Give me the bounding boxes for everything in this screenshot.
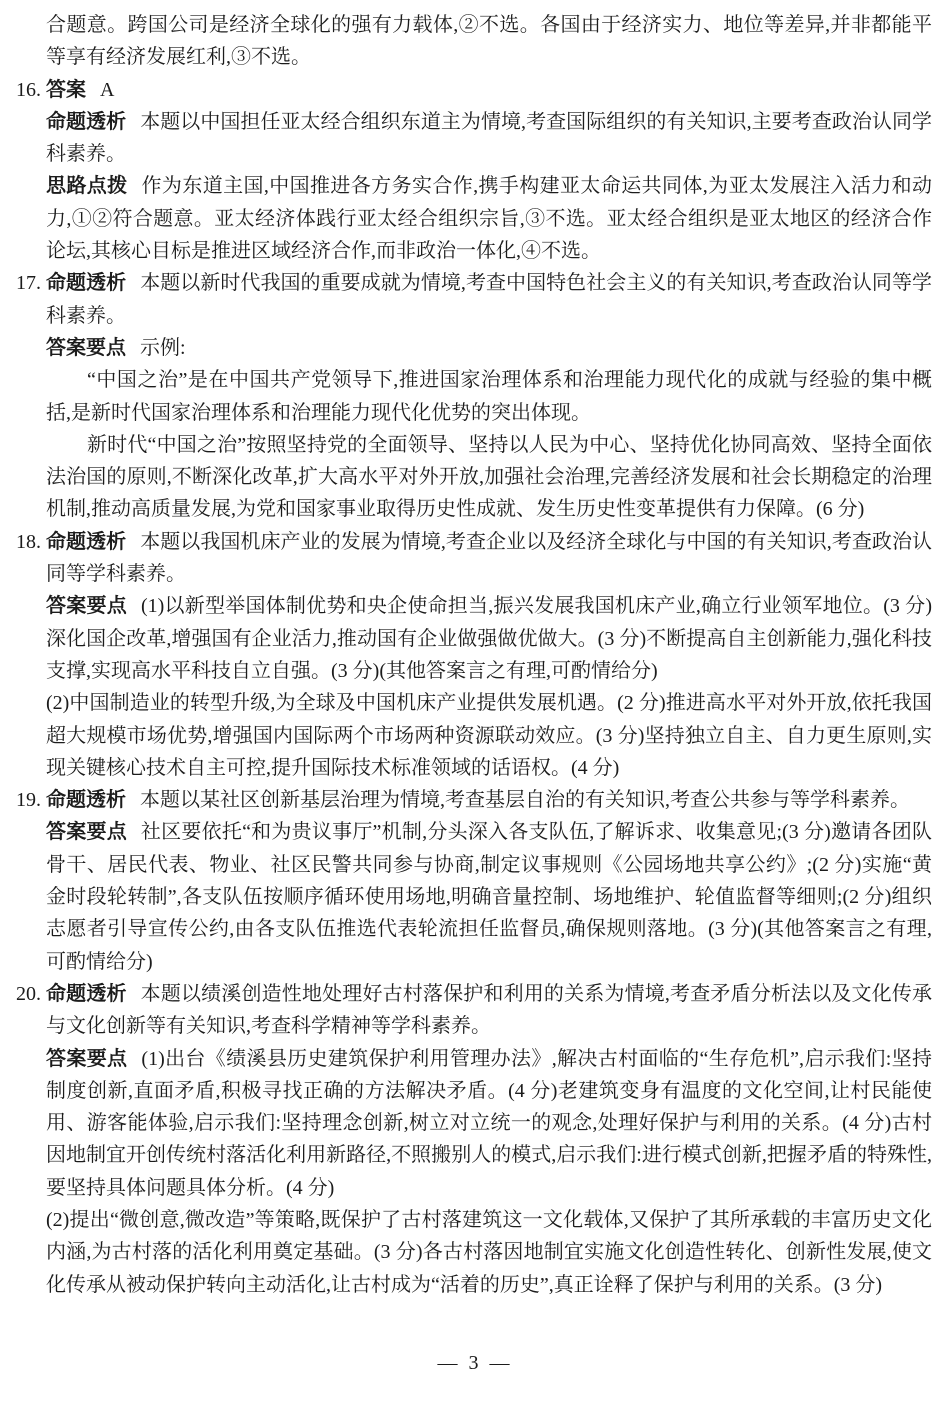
analysis-label: 命题透析 <box>46 982 127 1005</box>
item-number: 20. <box>16 982 41 1005</box>
item17-answer-points-heading <box>46 332 932 364</box>
item18-analysis <box>16 526 933 591</box>
item19-analysis <box>16 784 932 816</box>
paragraph-text: 本题以新时代我国的重要成就为情境,考查中国特色社会主义的有关知识,考查政治认同等学科素养。 <box>46 272 933 327</box>
paragraph-text: 新时代“中国之治”按照坚持党的全面领导、坚持以人民为中心、坚持优化协同高效、坚持全面依法治国的原则,不断深化改革,扩大高水平对外开放,加强社会治理,完善经济发展和社会长期稳定的治理机制,推动高质量发展,为党和国家事业取得历史性成就、发生历史性变革提供有力保障。(6 分) <box>46 433 932 521</box>
page-number: — 3 — <box>437 1352 513 1374</box>
paragraph-text: (1)以新型举国体制优势和央企使命担当,振兴发展我国机床产业,确立行业领军地位。(3 分)深化国企改革,增强国有企业活力,推动国有企业做强做优做大。(3 分)不断提高自主创新能力,强化科技支撑,实现高水平科技自立自强。(3 分)(其他答案言之有理,可酌情给分) <box>46 595 933 682</box>
paragraph-text: 本题以某社区创新基层治理为情境,考查基层自治的有关知识,考查公共参与等学科素养。 <box>140 789 910 812</box>
item17-answer-paragraph-1 <box>46 364 932 429</box>
item-number: 19. <box>16 789 41 812</box>
paragraph-text: 本题以中国担任亚太经合组织东道主为情境,考查国际组织的有关知识,主要考查政治认同学科素养。 <box>46 110 933 166</box>
paragraph-text: 社区要依托“和为贵议事厅”机制,分头深入各支队伍,了解诉求、收集意见;(3 分)邀请各团队骨干、居民代表、物业、社区民警共同参与协商,制定议事规则《公园场地共享公约》;(2 分)实施“黄金时段轮转制”,各支队伍按顺序循环使用场地,明确音量控制、场地维护、轮值监督等细则;(2 分)组织志愿者引导宣传公约,由各支队伍推选代表轮流担任监督员,确保规则落地。(3 分)(其他答案言之有理,可酌情给分) <box>46 821 932 973</box>
analysis-label: 命题透析 <box>46 110 127 133</box>
paragraph-text: 合题意。跨国公司是经济全球化的强有力载体,②不选。各国由于经济实力、地位等差异,并非都能平等享有经济发展红利,③不选。 <box>46 14 932 69</box>
item-number: 18. <box>16 530 41 553</box>
paragraph-text: (2)提出“微创意,微改造”等策略,既保护了古村落建筑这一文化载体,又保护了其所承载的丰富历史文化内涵,为古村落的活化利用奠定基础。(3 分)各古村落因地制宜实施文化创造性转化、创新性发展,使文化传承从被动保护转向主动活化,让古村成为“活着的历史”,真正诠释了保护与利用的关系。(3 分) <box>46 1208 932 1296</box>
answer-label: 答案 <box>46 78 86 101</box>
paragraph-text: 作为东道主国,中国推进各方务实合作,携手构建亚太命运共同体,为亚太发展注入活力和动力,①②符合题意。亚太经济体践行亚太经合组织宗旨,③不选。亚太经合组织是亚太地区的经济合作论坛,其核心目标是推进区域经济合作,而非政治一体化,④不选。 <box>46 175 933 263</box>
item18-answer-points-part2 <box>46 687 932 784</box>
answer-points-label: 答案要点 <box>46 1047 128 1070</box>
item19-answer-points <box>46 816 932 977</box>
item17-answer-paragraph-2 <box>46 429 932 526</box>
answer-points-label: 答案要点 <box>46 336 126 359</box>
paragraph-text: 本题以绩溪创造性地处理好古村落保护和利用的关系为情境,考查矛盾分析法以及文化传承与文化创新等有关知识,考查科学精神等学科素养。 <box>46 982 933 1038</box>
item-number: 17. <box>16 272 41 295</box>
answer-choice: A <box>100 78 115 101</box>
item16-answer <box>16 74 932 106</box>
paragraph-text: (2)中国制造业的转型升级,为全球及中国机床产业提供发展机遇。(2 分)推进高水平对外开放,依托我国超大规模市场优势,增强国内国际两个市场两种资源联动效应。(3 分)坚持独立自主、自力更生原则,实现关键核心技术自主可控,提升国际技术标准领域的话语权。(4 分) <box>46 692 932 779</box>
analysis-label: 命题透析 <box>46 530 127 553</box>
hints-label: 思路点拨 <box>46 175 128 198</box>
item20-answer-points-part2 <box>46 1204 932 1301</box>
paragraph-text: (1)出台《绩溪县历史建筑保护利用管理办法》,解决古村面临的“生存危机”,启示我们:坚持制度创新,直面矛盾,积极寻找正确的方法解决矛盾。(4 分)老建筑变身有温度的文化空间,让村民能使用、游客能体验,启示我们:坚持理念创新,树立对立统一的观念,处理好保护与利用的关系。(4 分)古村因地制宜开创传统村落活化利用新路径,不照搬别人的模式,启示我们:进行模式创新,把握矛盾的特殊性,要坚持具体问题具体分析。(4 分) <box>46 1047 932 1199</box>
answer-points-label: 答案要点 <box>46 595 127 618</box>
item-number: 16. <box>16 78 41 101</box>
item20-answer-points-part1 <box>46 1043 932 1204</box>
item18-answer-points-part1 <box>46 590 932 687</box>
analysis-label: 命题透析 <box>46 789 126 812</box>
paragraph-text: “中国之治”是在中国共产党领导下,推进国家治理体系和治理能力现代化的成就与经验的集中概括,是新时代国家治理体系和治理能力现代化优势的突出体现。 <box>46 369 932 424</box>
analysis-label: 命题透析 <box>46 272 127 295</box>
item15-continuation <box>46 9 932 74</box>
answer-points-label: 答案要点 <box>46 821 127 844</box>
item16-analysis <box>46 106 932 171</box>
answer-key-body <box>16 9 933 1301</box>
paragraph-text: 本题以我国机床产业的发展为情境,考查企业以及经济全球化与中国的有关知识,考查政治认同等学科素养。 <box>46 530 933 586</box>
paragraph-text: 示例: <box>140 336 186 359</box>
item16-hints <box>46 170 932 267</box>
item20-analysis <box>16 978 933 1043</box>
item17-analysis <box>16 267 933 332</box>
